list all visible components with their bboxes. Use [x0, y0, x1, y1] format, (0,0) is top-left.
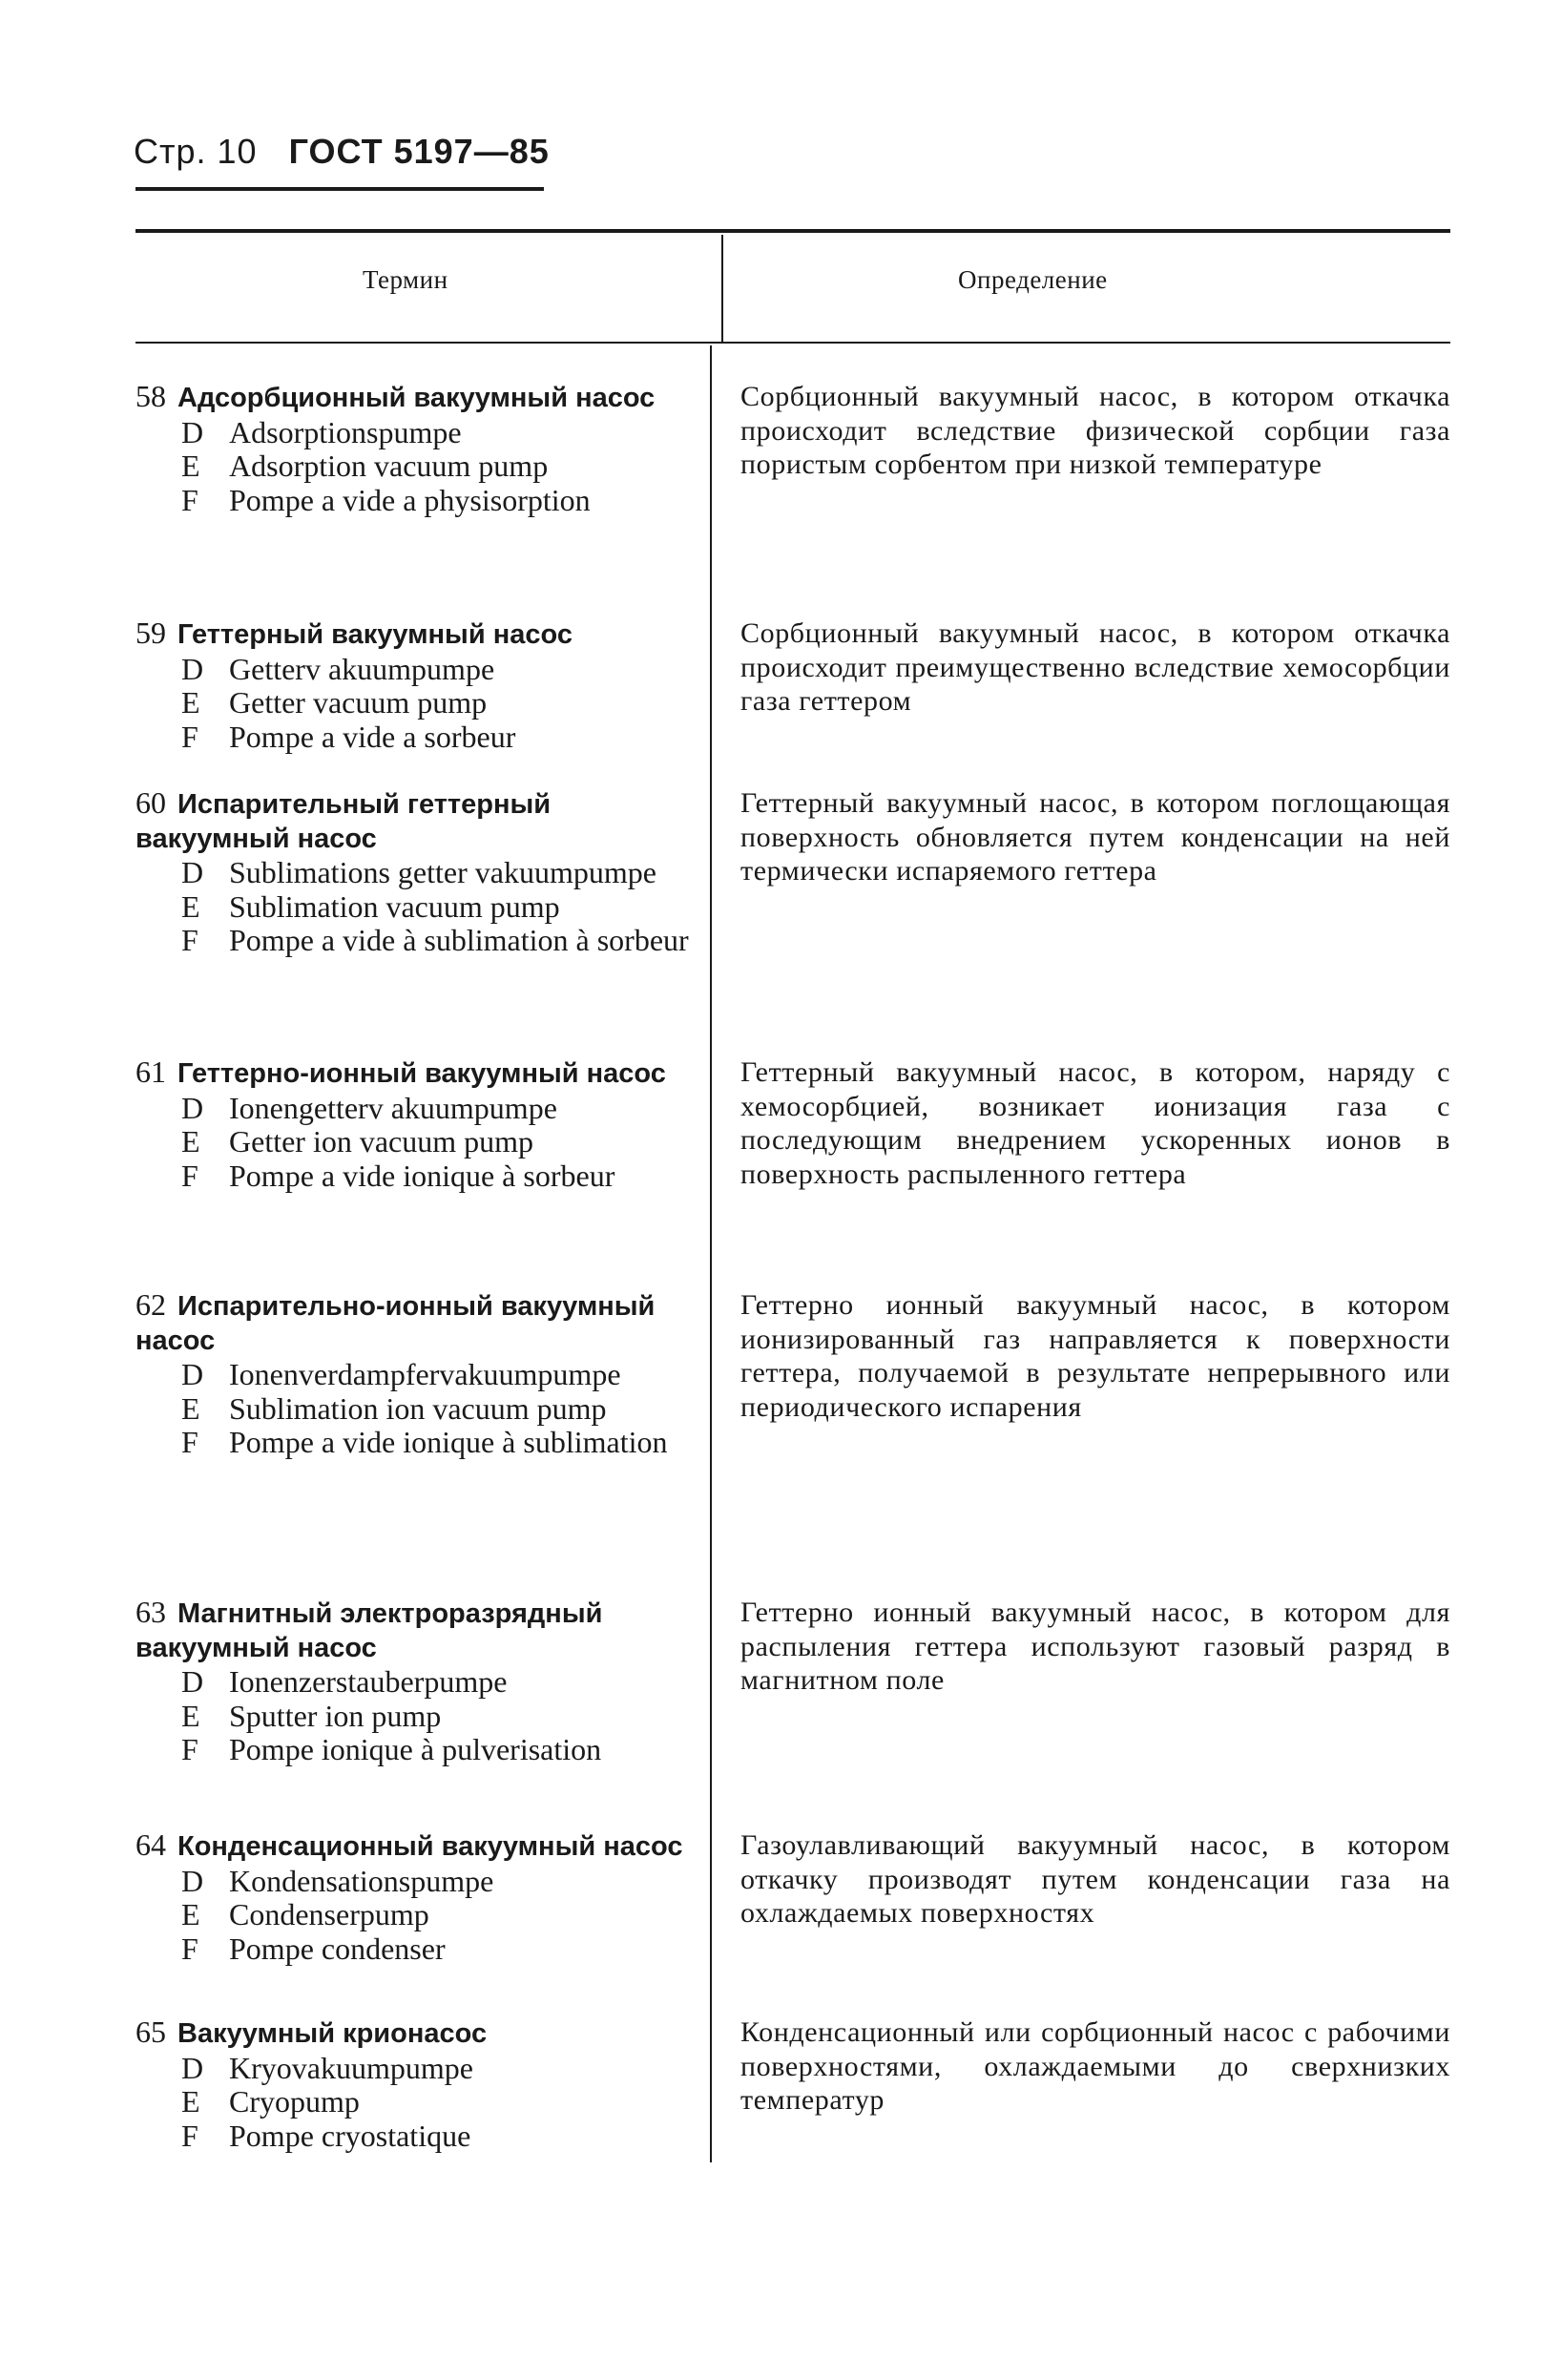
language-code: E [181, 888, 200, 924]
term-translation-de [135, 1358, 698, 1392]
term-translation-de [135, 1092, 698, 1126]
term-translation-fr [135, 1932, 698, 1967]
column-header-definition: Определение [958, 265, 1108, 294]
language-code: E [181, 1698, 200, 1733]
column-divider-body [710, 345, 712, 2162]
translation-text: Pompe cryostatique [229, 2118, 471, 2153]
language-code: D [181, 2050, 204, 2085]
translation-text: Sputter ion pump [229, 1698, 442, 1733]
term-cell [135, 2015, 698, 2153]
term-translation-de [135, 856, 698, 890]
translation-text: Sublimations getter vakuumpumpe [229, 855, 656, 889]
language-code: F [181, 1425, 198, 1459]
term-title [135, 1596, 698, 1665]
term-translation-de [135, 1665, 698, 1700]
term-number: 59 [135, 616, 166, 650]
term-number: 65 [135, 2015, 166, 2049]
translation-text: Adsorption vacuum pump [229, 449, 549, 483]
term-translation-en [135, 686, 698, 720]
page-header [134, 132, 571, 172]
language-code: D [181, 1090, 204, 1125]
term-name: Адсорбционный вакуумный насос [177, 383, 656, 413]
language-code: F [181, 1732, 198, 1766]
term-cell [135, 380, 698, 517]
translation-text: Getterv akuumpumpe [229, 651, 495, 686]
term-number: 61 [135, 1054, 166, 1089]
table-header-rule [135, 342, 1450, 344]
term-cell [135, 1828, 698, 1966]
term-translation-de [135, 416, 698, 450]
term-title [135, 1288, 698, 1358]
translation-text: Pompe a vide ionique à sorbeur [229, 1158, 615, 1193]
term-number: 60 [135, 785, 166, 820]
translation-text: Condenserpump [229, 1897, 429, 1931]
language-code: E [181, 449, 200, 483]
term-title [135, 2015, 698, 2052]
translation-text: Ionengetterv akuumpumpe [229, 1090, 557, 1125]
term-title [135, 1828, 698, 1865]
term-title [135, 616, 698, 653]
language-code: D [181, 1357, 204, 1391]
term-translation-fr [135, 484, 698, 518]
definition-cell: Геттерно ионный вакуумный насос, в котором ионизированный газ направляется к поверхности геттера, получаемой в результате непрерывного или периодического испарения [740, 1289, 1450, 1423]
term-number: 58 [135, 379, 166, 413]
term-translation-en [135, 2085, 698, 2119]
table-top-rule [135, 229, 1450, 233]
language-code: D [181, 414, 204, 449]
term-number: 63 [135, 1595, 166, 1629]
language-code: D [181, 1863, 204, 1898]
translation-text: Pompe a vide à sublimation à sorbeur [229, 923, 689, 957]
definition-cell: Геттерный вакуумный насос, в котором поглощающая поверхность обновляется путем конденсации на ней термически испаряемого геттера [740, 787, 1450, 887]
translation-text: Sublimation ion vacuum pump [229, 1390, 607, 1426]
translation-text: Pompe a vide ionique à sublimation [229, 1425, 668, 1459]
term-name: Конденсационный вакуумный насос [177, 1831, 683, 1862]
language-code: E [181, 1390, 200, 1426]
term-name: Испарительно-ионный вакуумный насос [135, 1291, 656, 1356]
term-name: Вакуумный крионасос [177, 2018, 488, 2049]
definition-cell: Геттерно ионный вакуумный насос, в котором для распыления геттера используют газовый разряд в магнитном поле [740, 1597, 1450, 1696]
term-cell [135, 1288, 698, 1460]
term-translation-en [135, 449, 698, 484]
term-translation-en [135, 1392, 698, 1427]
term-translation-en [135, 890, 698, 925]
standard-code: ГОСТ 5197—85 [288, 132, 550, 171]
term-translation-en [135, 1898, 698, 1932]
term-translation-fr [135, 1426, 698, 1460]
term-name: Геттерный вакуумный насос [177, 619, 573, 650]
term-cell [135, 1055, 698, 1193]
translation-text: Sublimation vacuum pump [229, 888, 560, 924]
term-cell [135, 786, 698, 958]
column-divider-header [721, 235, 723, 342]
term-translation-fr [135, 924, 698, 958]
definition-cell: Сорбционный вакуумный насос, в котором откачка происходит вследствие физической сорбции газа пористым сорбентом при низкой температуре [740, 381, 1450, 480]
translation-text: Adsorptionspumpe [229, 414, 462, 449]
language-code: E [181, 685, 200, 720]
translation-text: Getter vacuum pump [229, 685, 488, 720]
term-translation-en [135, 1125, 698, 1159]
language-code: E [181, 2084, 200, 2119]
translation-text: Pompe ionique à pulverisation [229, 1732, 602, 1766]
language-code: F [181, 1931, 198, 1966]
term-title [135, 380, 698, 416]
term-translation-fr [135, 2119, 698, 2154]
language-code: E [181, 1124, 200, 1159]
term-translation-fr [135, 1159, 698, 1194]
term-translation-de [135, 1865, 698, 1899]
language-code: D [181, 1664, 204, 1699]
column-header-term: Термин [363, 265, 448, 294]
term-number: 62 [135, 1287, 166, 1322]
translation-text: Pompe condenser [229, 1931, 446, 1966]
language-code: F [181, 1158, 198, 1193]
language-code: E [181, 1897, 200, 1931]
term-translation-fr [135, 720, 698, 755]
term-translation-fr [135, 1733, 698, 1767]
term-title [135, 786, 698, 856]
translation-text: Kryovakuumpumpe [229, 2050, 473, 2085]
translation-text: Ionenverdampfervakuumpumpe [229, 1357, 621, 1391]
definition-cell: Газоулавливающий вакуумный насос, в котором откачку производят путем конденсации газа на охлаждаемых поверхностях [740, 1829, 1450, 1929]
definition-cell: Геттерный вакуумный насос, в котором, наряду с хемосорбцией, возникает ионизация газа с последующим внедрением ускоренных ионов в поверхность распыленного геттера [740, 1056, 1450, 1190]
language-code: D [181, 855, 204, 889]
translation-text: Cryopump [229, 2084, 360, 2119]
term-name: Магнитный электроразрядный вакуумный насос [135, 1598, 603, 1663]
term-cell [135, 1596, 698, 1767]
definition-cell: Конденсационный или сорбционный насос с рабочими поверхностями, охлаждаемыми до сверхнизких температур [740, 2016, 1450, 2116]
definition-cell: Сорбционный вакуумный насос, в котором откачка происходит преимущественно вследствие хемосорбции газа геттером [740, 617, 1450, 717]
term-number: 64 [135, 1827, 166, 1862]
term-name: Испарительный геттерный вакуумный насос [135, 789, 552, 854]
term-translation-de [135, 2052, 698, 2086]
language-code: F [181, 719, 198, 754]
translation-text: Kondensationspumpe [229, 1863, 494, 1898]
language-code: F [181, 2118, 198, 2153]
term-cell [135, 616, 698, 754]
term-translation-de [135, 653, 698, 687]
term-title [135, 1055, 698, 1092]
translation-text: Pompe a vide a sorbeur [229, 719, 516, 754]
translation-text: Getter ion vacuum pump [229, 1124, 534, 1159]
page-number: Стр. 10 [134, 132, 258, 171]
language-code: D [181, 651, 204, 686]
term-translation-en [135, 1700, 698, 1734]
translation-text: Ionenzerstauberpumpe [229, 1664, 508, 1699]
language-code: F [181, 482, 198, 517]
language-code: F [181, 923, 198, 957]
term-name: Геттерно-ионный вакуумный насос [177, 1058, 666, 1089]
header-rule [135, 187, 544, 191]
translation-text: Pompe a vide a physisorption [229, 482, 591, 517]
